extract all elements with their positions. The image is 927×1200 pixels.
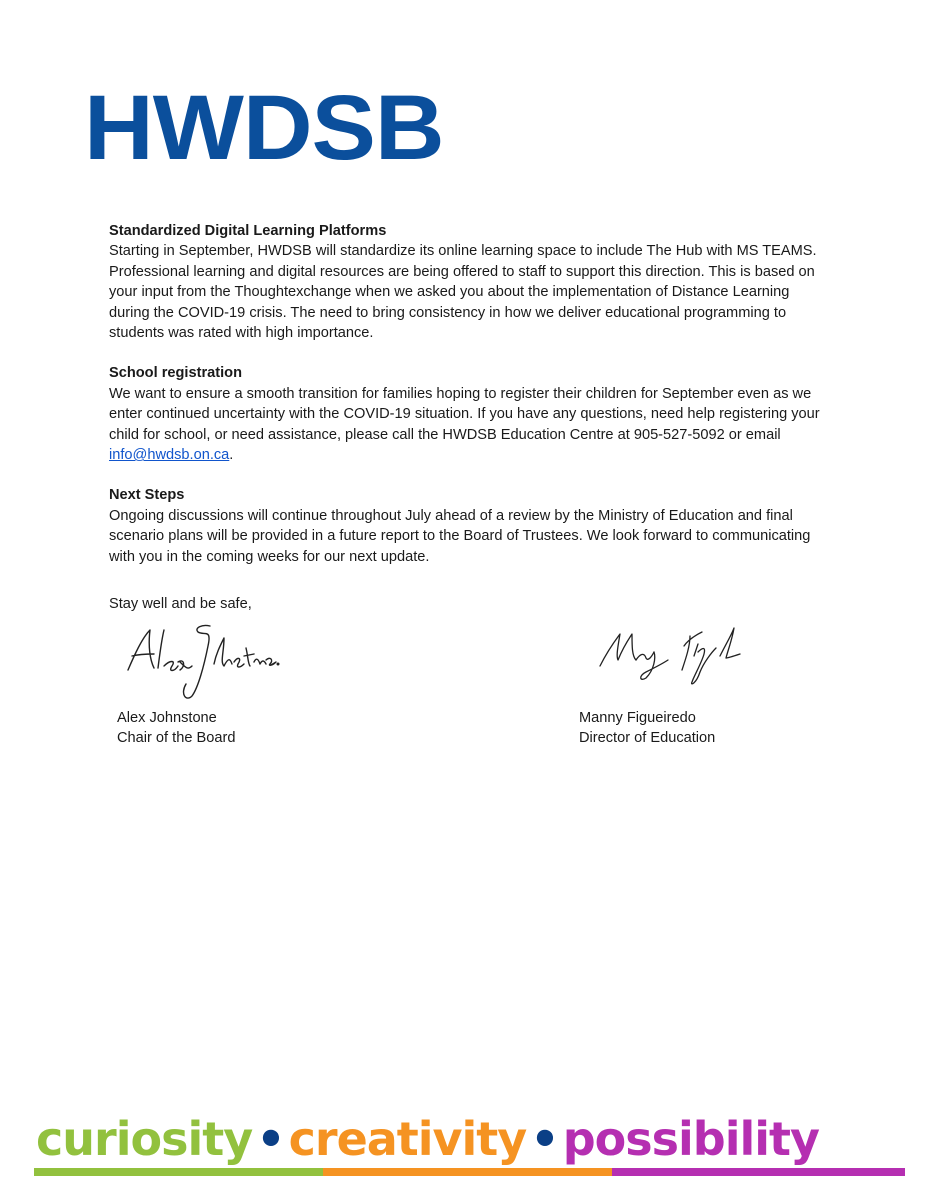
section-school-registration: [109, 363, 829, 465]
signatory-name: Manny Figueiredo: [579, 710, 696, 726]
motto-word-possibility: possibility: [562, 1112, 819, 1166]
section-digital-learning: [109, 221, 829, 343]
signatory-name: Alex Johnstone: [117, 710, 217, 726]
footer-motto-banner: [0, 1108, 927, 1178]
section-heading: Standardized Digital Learning Platforms: [109, 223, 387, 239]
section-paragraph: Starting in September, HWDSB will standardize its online learning space to include The Hub with MS TEAMS. Professional learning and digital resources are being offered to staff to support this direction. This is based on your input from the Thoughtexchange when we asked you about the implementation of Distance Learning during the COVID-19 crisis. The need to bring consistency in how we deliver educational programming to students was rated with high importance.: [109, 243, 817, 342]
motto: [36, 1108, 819, 1170]
punctuation: .: [229, 447, 234, 464]
email-link[interactable]: info@hwdsb.on.ca: [109, 447, 230, 464]
letter-body: [109, 221, 829, 587]
signature-manny-figueiredo: [594, 622, 744, 692]
section-heading: Next Steps: [109, 487, 185, 504]
hwdsb-logo: HWDSB: [84, 77, 444, 179]
signatory-left: [117, 708, 235, 749]
section-paragraph: Ongoing discussions will continue throughout July ahead of a review by the Ministry of Education and final scenario plans will be provided in a future report to the Board of Trustees. We look forward to communicating with you in the coming weeks for our next update.: [109, 507, 811, 565]
separator-dot-icon: •: [256, 1112, 285, 1166]
section-heading: School registration: [109, 365, 242, 382]
signatory-right: [579, 708, 715, 749]
section-next-steps: [109, 485, 829, 567]
section-paragraph: [109, 384, 829, 466]
footer-bar-orange: [323, 1168, 612, 1176]
registration-text: We want to ensure a smooth transition for families hoping to register their children for September even as we enter continued uncertainty with the COVID-19 situation. If you have any questions, need help registering your child for school, or need assistance, please call the HWDSB Education Centre at 905-527-5092 or email: [109, 385, 820, 443]
signatory-title: Director of Education: [579, 730, 716, 747]
signoff-text: Stay well and be safe,: [109, 596, 252, 612]
motto-word-creativity: creativity: [288, 1112, 527, 1166]
motto-word-curiosity: curiosity: [36, 1112, 253, 1166]
signature-alex-johnstone: [120, 618, 280, 706]
footer-bar-purple: [612, 1168, 905, 1176]
separator-dot-icon: •: [530, 1112, 559, 1166]
footer-bar-green: [34, 1168, 323, 1176]
signatory-title: Chair of the Board: [117, 730, 236, 747]
